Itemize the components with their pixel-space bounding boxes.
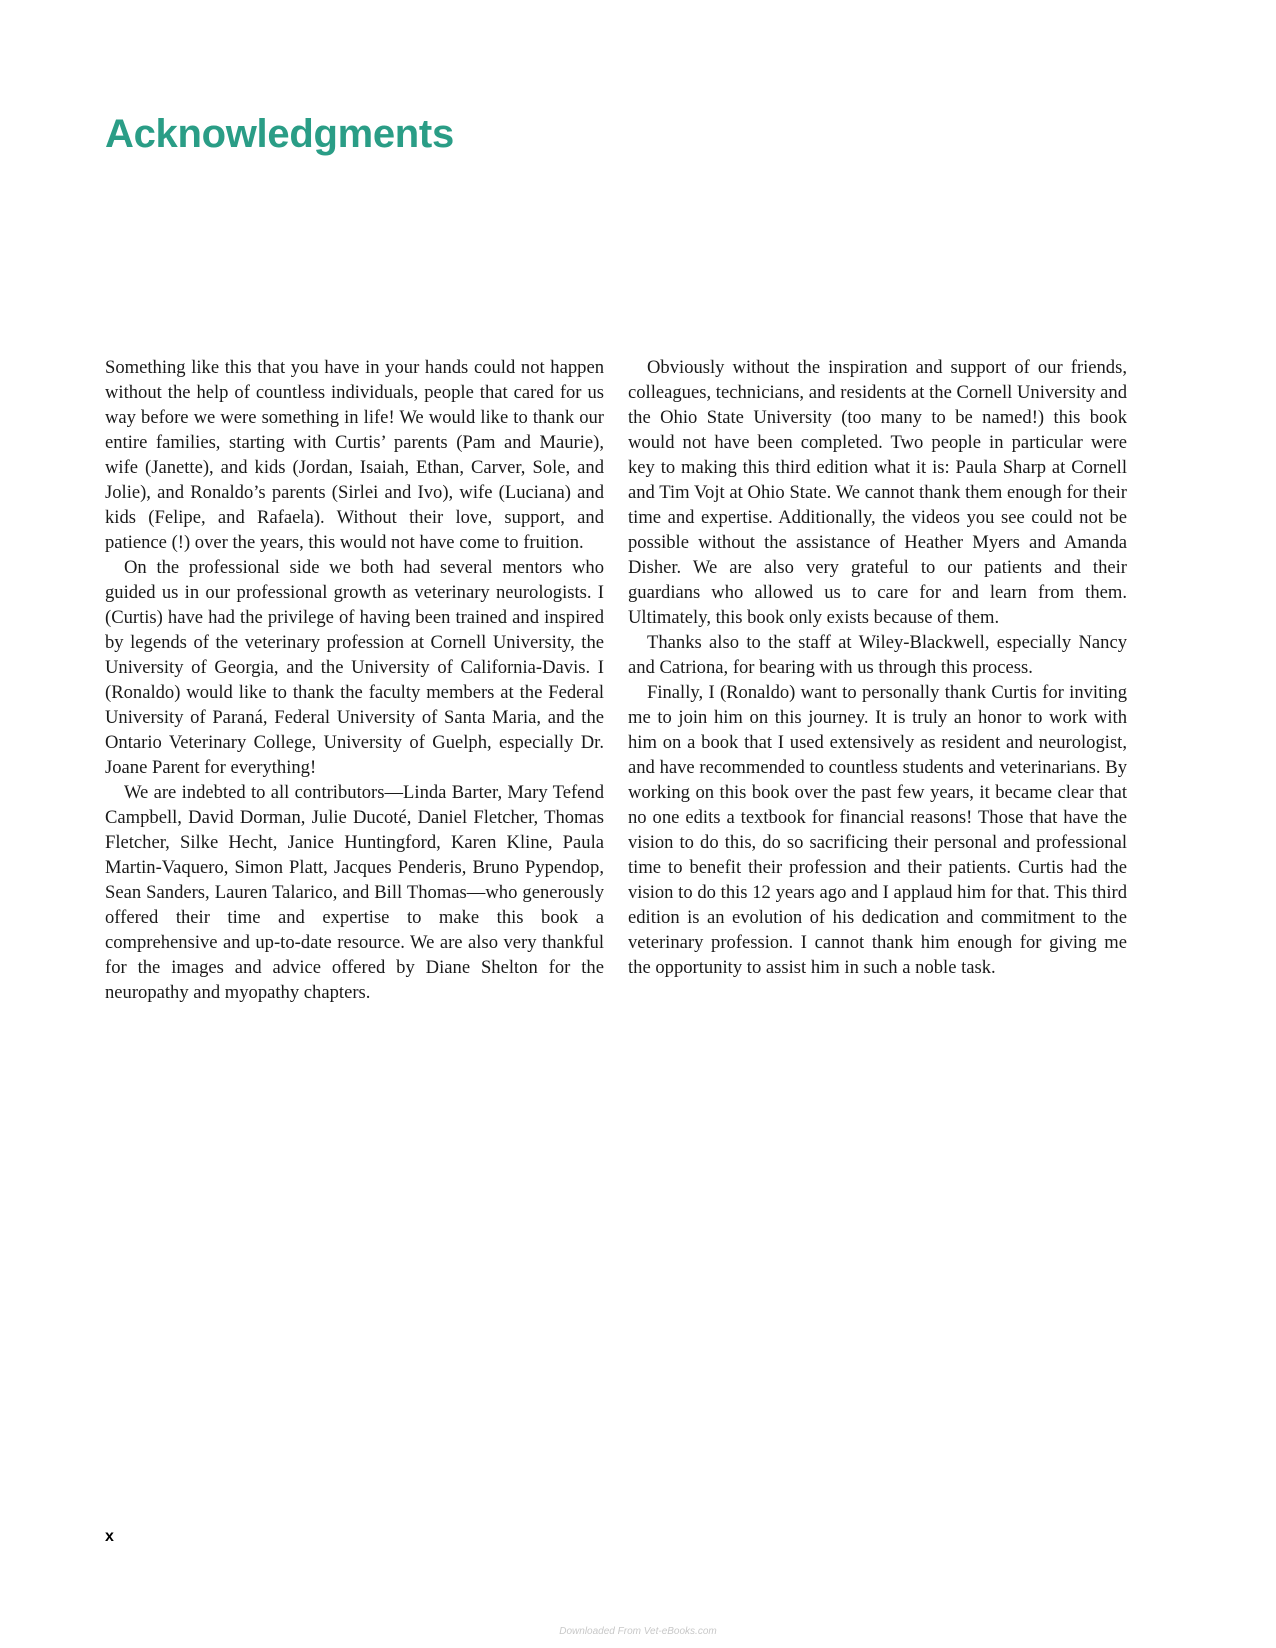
- paragraph: Obviously without the inspiration and support of our friends, colleagues, technicians, and residents at the Cornell University and the Ohio State University (too many to be named!) this book would not have been completed. Two people in particular were key to making this third edition what it is: Paula Sharp at Cornell and Tim Vojt at Ohio State. We cannot thank them enough for their time and expertise. Additionally, the videos you see could not be possible without the assistance of Heather Myers and Amanda Disher. We are also very grateful to our patients and their guardians who allowed us to care for and learn from them. Ultimately, this book only exists because of them.: [628, 357, 1127, 628]
- paragraph: Something like this that you have in your hands could not happen without the help of countless individuals, people that cared for us way before we were something in life! We would like to thank our entire families, starting with Curtis’ parents (Pam and Maurie), wife (Janette), and kids (Jordan, Isaiah, Ethan, Carver, Sole, and Jolie), and Ronaldo’s parents (Sirlei and Ivo), wife (Luciana) and kids (Felipe, and Rafaela). Without their love, support, and patience (!) over the years, this would not have come to fruition.: [105, 357, 604, 553]
- right-column: [628, 355, 1127, 980]
- page-title: Acknowledgments: [105, 112, 454, 156]
- paragraph: On the professional side we both had several mentors who guided us in our professional growth as veterinary neurologists. I (Curtis) have had the privilege of having been trained and inspired by legends of the veterinary profession at Cornell University, the University of Georgia, and the University of California-Davis. I (Ronaldo) would like to thank the faculty members at the Federal University of Paraná, Federal University of Santa Maria, and the Ontario Veterinary College, University of Guelph, especially Dr. Joane Parent for everything!: [105, 557, 604, 778]
- paragraph: Finally, I (Ronaldo) want to personally thank Curtis for inviting me to join him on this journey. It is truly an honor to work with him on a book that I used extensively as resident and neurologist, and have recommended to countless students and veterinarians. By working on this book over the past few years, it became clear that no one edits a textbook for financial reasons! Those that have the vision to do this, do so sacrificing their personal and professional time to benefit their profession and their patients. Curtis had the vision to do this 12 years ago and I applaud him for that. This third edition is an evolution of his dedication and commitment to the veterinary profession. I cannot thank him enough for giving me the opportunity to assist him in such a noble task.: [628, 682, 1127, 978]
- paragraph: We are indebted to all contributors—Linda Barter, Mary Tefend Campbell, David Dorman, Julie Ducoté, Daniel Fletcher, Thomas Fletcher, Silke Hecht, Janice Huntingford, Karen Kline, Paula Martin-Vaquero, Simon Platt, Jacques Penderis, Bruno Pypendop, Sean Sanders, Lauren Talarico, and Bill Thomas—who generously offered their time and expertise to make this book a comprehensive and up-to-date resource. We are also very thankful for the images and advice offered by Diane Shelton for the neuropathy and myopathy chapters.: [105, 782, 604, 1003]
- left-column: [105, 355, 604, 1005]
- page-number: x: [105, 1528, 114, 1545]
- watermark: Downloaded From Vet-eBooks.com: [559, 1626, 717, 1637]
- paragraph: Thanks also to the staff at Wiley-Blackwell, especially Nancy and Catriona, for bearing with us through this process.: [628, 632, 1127, 678]
